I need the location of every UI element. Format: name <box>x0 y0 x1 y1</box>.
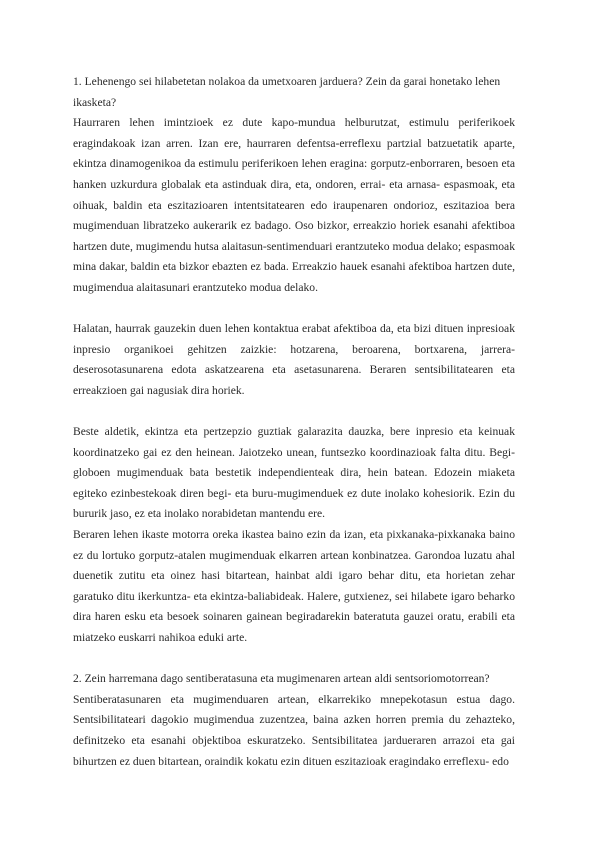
question-2: 2. Zein harremana dago sentiberatasuna eta mugimenaren artean aldi sentsoriomotorrean? <box>73 672 490 686</box>
paragraph-motor-learning: Beraren lehen ikaste motorra oreka ikastea baino ezin da izan, eta pixkanaka-pixkanaka baino ez du lortuko gorputz-atalen mugimenduak elkarren artean konbinatzea. Garondoa luzatu ahal duenetik zutitu eta oinez hasi bitartean, hainbat aldi igaro behar ditu, eta horietan zehar garatuko ditu ikerkuntza- eta ekintza-baliabideak. Halere, gutxienez, sei hilabete igaro beharko dira haren esku eta besoek soinaren gainean begiradarekin bateratuta gauzei oratu, erabili eta miatzeko euskarri nahikoa eduki arte. <box>73 528 515 645</box>
document-page <box>73 72 515 772</box>
paragraph-coordination: Beste aldetik, ekintza eta pertzepzio guztiak galarazita dauzka, bere inpresio eta keinuak koordinatzeko gai ez den heinean. Jaiotzeko unean, funtsezko koordinazioak falta ditu. Begi-globoen mugimenduak bata bestetik independienteak dira, hein batean. Edozein miaketa egiteko ezinbestekoak diren begi- eta buru-mugimenduek ez dute inolako kohesiorik. Ezin du bururik jaso, ez eta inolako norabidetan mantendu ere. <box>73 425 515 521</box>
paragraph-gap <box>73 402 515 423</box>
question-1: 1. Lehenengo sei hilabetetan nolakoa da umetxoaren jarduera? Zein da garai honetako lehen ikasketa? <box>73 75 501 109</box>
paragraph-sensitivity-movement: Sentiberatasunaren eta mugimenduaren artean, elkarrekiko mnepekotasun estua dago. Sentsibilitateari dagokio mugimendua zuzentzea, baina azken horren premia du zehazteko, definitzeko eta esanahi objektiboa eskuratzeko. Sentsibilitatea jardueraren arrazoi eta gai bihurtzen ez duen bitartean, oraindik kokatu ezin dituen eszitazioak eragindako erreflexu- edo <box>73 692 515 768</box>
paragraph-first-months: Haurraren lehen imintzioek ez dute kapo-mundua helburutzat, estimulu periferikoek eragindakoak izan arren. Izan ere, haurraren defentsa-erreflexu partzial batzuetatik aparte, ekintza dinamogenikoa da estimulu periferikoen lehen eragina: gorputz-enborraren, besoen eta hanken uzkurdura globalak eta astinduak dira, eta, ondoren, errai- eta arnasa- espasmoak, eta oihuak, baldin eta eszitazioaren intentsitatearen edo iraupenaren ondorioz, eszitazioa bera mugimenduan libratzeko aukerarik ez badago. Oso bizkor, erreakzio horiek esanahi afektiboa hartzen dute, mugimendu hutsa alaitasun-sentimenduari erantzuteko modua delako; espasmoak mina dakar, baldin eta bizkor ebazten ez bada. Erreakzio hauek esanahi afektiboa hartzen dute, mugimendua alaitasunari erantzuteko modua delako. <box>73 116 515 294</box>
paragraph-affective-contact: Halatan, haurrak gauzekin duen lehen kontaktua erabat afektiboa da, eta bizi dituen inpresioak inpresio organikoei gehitzen zaizkie: hotzarena, beroarena, bortxarena, jarrera-deserosotasunarena edota askatzearena eta asetasunarena. Beraren sentsibilitatearen eta erreakzioen gai nagusiak dira horiek. <box>73 322 515 397</box>
paragraph-gap <box>73 649 515 670</box>
paragraph-gap <box>73 299 515 320</box>
